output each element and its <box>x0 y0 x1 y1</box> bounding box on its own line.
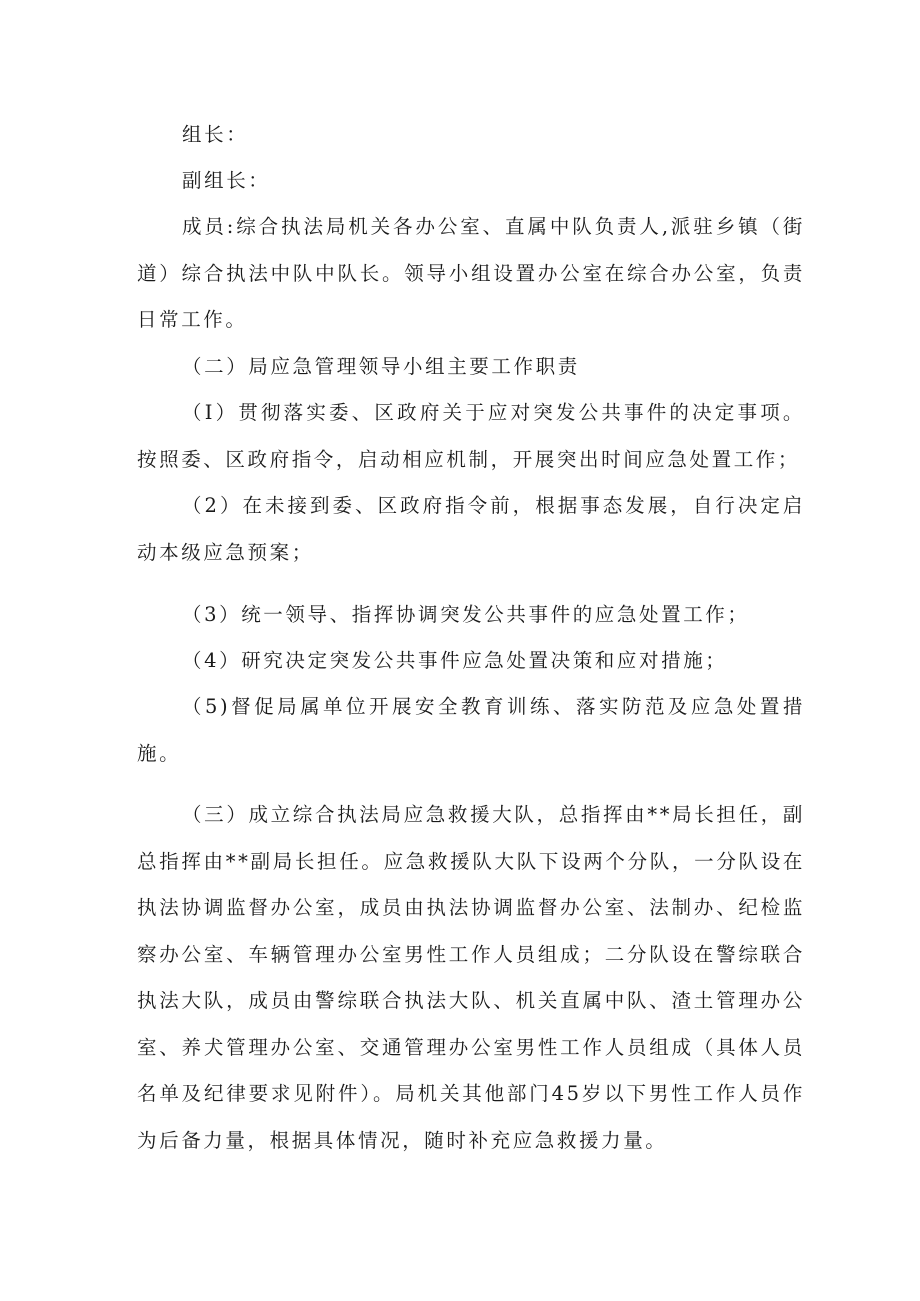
paragraph-duty-2: （2）在未接到委、区政府指令前，根据事态发展，自行决定启动本级应急预案； <box>137 494 805 564</box>
paragraph-duty-4: （4）研究决定突发公共事件应急处置决策和应对措施； <box>182 649 728 672</box>
paragraph-group-leader: 组长： <box>182 123 249 146</box>
paragraph-duty-3: （3）统一领导、指挥协调突发公共事件的应急处置工作； <box>182 603 750 626</box>
paragraph-duty-5: （5)督促局属单位开展安全教育训练、落实防范及应急处置措施。 <box>137 695 805 765</box>
paragraph-members: 成员:综合执法局机关各办公室、直属中队负责人,派驻乡镇（街道）综合执法中队中队长。领导小组设置办公室在综合办公室，负责日常工作。 <box>137 215 805 331</box>
paragraph-duty-1: （I）贯彻落实委、区政府关于应对突发公共事件的决定事项。按照委、区政府指令，启动相应机制，开展突出时间应急处置工作； <box>137 401 805 471</box>
paragraph-section-three: （三）成立综合执法局应急救援大队，总指挥由**局长担任，副总指挥由**副局长担任。应急救援队大队下设两个分队，一分队设在执法协调监督办公室，成员由执法协调监督办公室、法制办、纪检监察办公室、车辆管理办公室男性工作人员组成；二分队设在警综联合执法大队，成员由警综联合执法大队、机关直属中队、渣土管理办公室、养犬管理办公室、交通管理办公室男性工作人员组成（具体人员名单及纪律要求见附件）。局机关其他部门45岁以下男性工作人员作为后备力量，根据具体情况，随时补充应急救援力量。 <box>137 803 805 1152</box>
paragraph-section-two-heading: （二）局应急管理领导小组主要工作职责 <box>182 355 580 378</box>
paragraph-deputy-group-leader: 副组长： <box>182 169 271 192</box>
